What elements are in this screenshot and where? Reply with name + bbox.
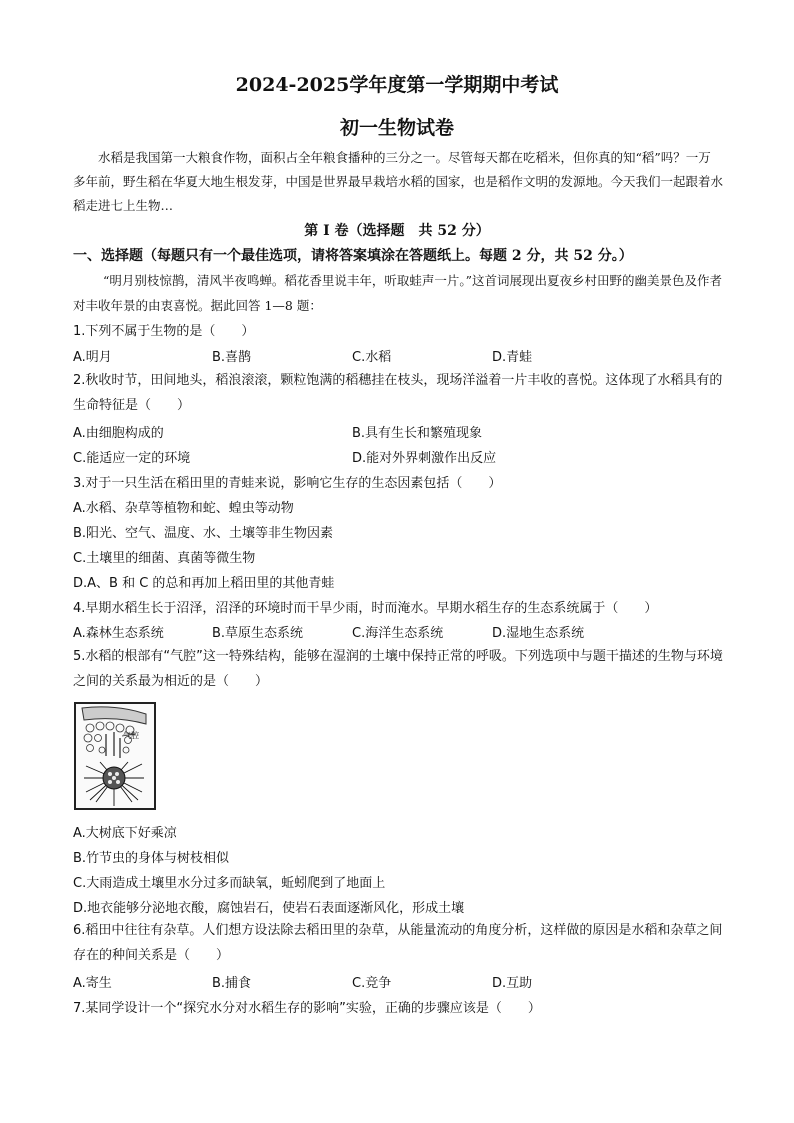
question-6-option-d[interactable]: D.互助 bbox=[492, 976, 533, 991]
question-2-option-c[interactable]: C.能适应一定的环境 bbox=[73, 451, 191, 466]
question-4-option-b[interactable]: B.草原生态系统 bbox=[212, 626, 304, 641]
question-2-option-b[interactable]: B.具有生长和繁殖现象 bbox=[352, 426, 483, 441]
intro-paragraph: 水稻是我国第一大粮食作物，面积占全年粮食播种的三分之一。尽管每天都在吃稻米，但你真的知“稻”吗？一万多年前，野生稻在华夏大地生根发芽，中国是世界最早栽培水稻的国家，也是稻作文明的发源地。今天我们一起跟着水稻走进七上生物… bbox=[73, 150, 724, 213]
question-2-option-d[interactable]: D.能对外界刺激作出反应 bbox=[352, 451, 497, 466]
exam-title: 2024-2025学年度第一学期期中考试 bbox=[235, 74, 559, 96]
question-6-stem: 6.稻田中往往有杂草。人们想方设法除去稻田里的杂草，从能量流动的角度分析，这样做的原因是水稻和杂草之间存在的种间关系是（ ） bbox=[73, 923, 723, 963]
question-5-option-c[interactable]: C.大雨造成土壤里水分过多而缺氧，蚯蚓爬到了地面上 bbox=[73, 876, 386, 891]
question-6-option-b[interactable]: B.捕食 bbox=[212, 976, 252, 991]
question-1-option-c[interactable]: C.水稻 bbox=[352, 350, 392, 365]
question-3-option-a[interactable]: A.水稻、杂草等植物和蛇、蝗虫等动物 bbox=[73, 501, 294, 516]
question-4-option-a[interactable]: A.森林生态系统 bbox=[73, 626, 164, 641]
question-6-option-c[interactable]: C.竞争 bbox=[352, 976, 392, 991]
root-cross-section-drawing bbox=[76, 704, 156, 810]
question-2-stem: 2.秋收时节，田间地头，稻浪滚滚，颗粒饱满的稻穗挂在枝头，现场洋溢着一片丰收的喜悦。这体现了水稻具有的生命特征是（ ） bbox=[73, 373, 723, 413]
question-3-option-c[interactable]: C.土壤里的细菌、真菌等微生物 bbox=[73, 551, 256, 566]
question-2-option-a[interactable]: A.由细胞构成的 bbox=[73, 426, 164, 441]
question-4-option-d[interactable]: D.湿地生态系统 bbox=[492, 626, 585, 641]
question-4-option-c[interactable]: C.海洋生态系统 bbox=[352, 626, 444, 641]
question-1-stem: 1.下列不属于生物的是（ ） bbox=[73, 324, 255, 339]
question-7-stem: 7.某同学设计一个“探究水分对水稻生存的影响”实验，正确的步骤应该是（ ） bbox=[73, 1001, 541, 1016]
question-5-option-d[interactable]: D.地衣能够分泌地衣酸，腐蚀岩石，使岩石表面逐渐风化，形成土壤 bbox=[73, 901, 465, 916]
question-5-option-b[interactable]: B.竹节虫的身体与树枝相似 bbox=[73, 851, 230, 866]
air-cavity-label: 气腔 bbox=[123, 731, 139, 740]
question-5-option-a[interactable]: A.大树底下好乘凉 bbox=[73, 826, 177, 841]
question-1-option-d[interactable]: D.青蛙 bbox=[492, 350, 533, 365]
exam-subtitle: 初一生物试卷 bbox=[339, 117, 454, 139]
part-title: 一、选择题（每题只有一个最佳选项，请将答案填涂在答题纸上。每题 2 分，共 52 分。） bbox=[73, 248, 633, 264]
question-3-option-d[interactable]: D.A、B 和 C 的总和再加上稻田里的其他青蛙 bbox=[73, 576, 335, 591]
rice-root-cross-section-figure bbox=[74, 702, 156, 810]
question-3-option-b[interactable]: B.阳光、空气、温度、水、土壤等非生物因素 bbox=[73, 526, 334, 541]
section-title: 第 I 卷（选择题 共 52 分） bbox=[304, 223, 490, 239]
question-1-option-b[interactable]: B.喜鹊 bbox=[212, 350, 252, 365]
question-3-stem: 3.对于一只生活在稻田里的青蛙来说，影响它生存的生态因素包括（ ） bbox=[73, 476, 502, 491]
question-5-stem: 5.水稻的根部有“气腔”这一特殊结构，能够在湿润的土壤中保持正常的呼吸。下列选项中与题干描述的生物与环境之间的关系最为相近的是（ ） bbox=[73, 649, 723, 689]
poem-paragraph: “明月别枝惊鹊，清风半夜鸣蝉。稻花香里说丰年，听取蛙声一片。”这首词展现出夏夜乡村田野的幽美景色及作者对丰收年景的由衷喜悦。据此回答 1—8 题： bbox=[73, 273, 723, 313]
question-6-option-a[interactable]: A.寄生 bbox=[73, 976, 112, 991]
question-4-stem: 4.早期水稻生长于沼泽，沼泽的环境时而干旱少雨，时而淹水。早期水稻生存的生态系统属于（ ） bbox=[73, 601, 658, 616]
question-1-option-a[interactable]: A.明月 bbox=[73, 350, 112, 365]
